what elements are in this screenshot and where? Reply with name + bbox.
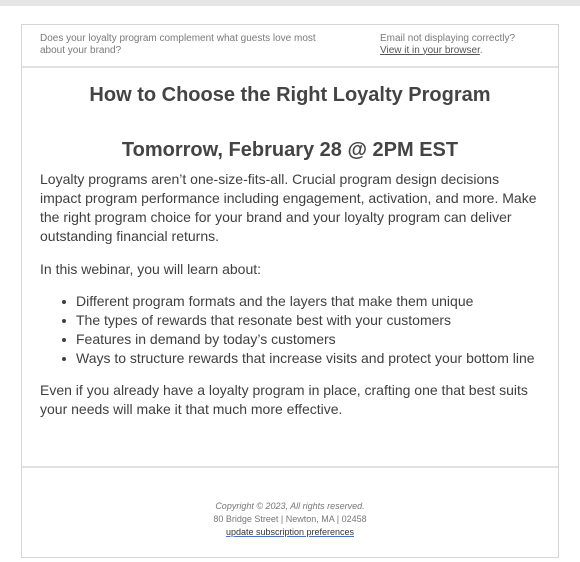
list-item (76, 349, 540, 368)
preheader (22, 25, 558, 68)
page-title: How to Choose the Right Loyalty Program (89, 84, 491, 106)
update-preferences-link[interactable]: update subscription preferences (225, 527, 355, 537)
email-body (40, 83, 540, 419)
list-item-text: Features in demand by today’s customers (76, 331, 336, 347)
list-item-text: The types of rewards that resonate best with your customers (76, 312, 452, 328)
preheader-browser-notice (380, 33, 550, 56)
bullet-icon (62, 357, 66, 361)
learn-heading: In this webinar, you will learn about: (40, 261, 262, 277)
bullet-icon (62, 338, 66, 342)
bullet-icon (62, 300, 66, 304)
list-item-text: Different program formats and the layers that make them unique (76, 293, 474, 309)
view-in-browser-link[interactable]: View it in your browser (380, 44, 480, 56)
footer-divider (22, 466, 558, 468)
bullet-icon (62, 319, 66, 323)
top-bar (0, 0, 580, 6)
browser-link-line (380, 45, 550, 57)
list-item (76, 330, 540, 349)
list-item (76, 292, 540, 311)
webinar-date: Tomorrow, February 28 @ 2PM EST (121, 139, 459, 161)
closing-paragraph: Even if you already have a loyalty program in place, crafting one that best suits your needs will make it that much more effective. (40, 382, 528, 417)
browser-link-suffix: . (479, 44, 483, 56)
intro-paragraph: Loyalty programs aren’t one-size-fits-all. Crucial program design decisions impact program performance including engagement, activation, and more. Make the right program choice for your brand and your loyalty program can deliver outstanding financial returns. (40, 171, 537, 244)
display-issue-text: Email not displaying correctly? (380, 33, 516, 44)
list-item (76, 311, 540, 330)
footer (22, 500, 558, 539)
preferences-line (22, 526, 558, 539)
postal-address: 80 Bridge Street | Newton, MA | 02458 (213, 514, 367, 524)
topics-list (40, 292, 540, 368)
preheader-teaser: Does your loyalty program complement what guests love most about your brand? (40, 33, 316, 56)
email-container (21, 24, 559, 558)
copyright-text: Copyright © 2023, All rights reserved. (215, 501, 365, 511)
list-item-text: Ways to structure rewards that increase visits and protect your bottom line (76, 350, 535, 366)
